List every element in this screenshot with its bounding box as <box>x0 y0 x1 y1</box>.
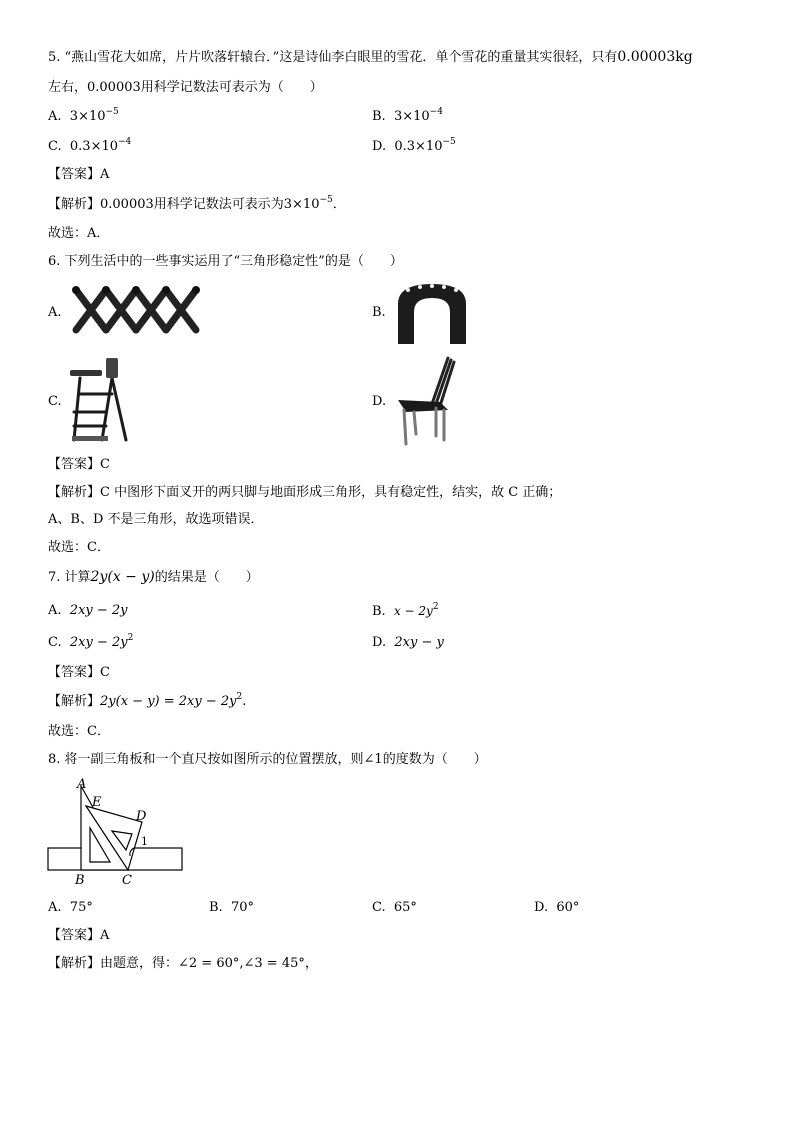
analysis-end: ． <box>332 197 346 212</box>
q5-answer: 【答案】A <box>48 167 110 182</box>
option-value: x − 2y <box>393 604 433 618</box>
q5-weight: 0.00003kg <box>617 49 693 65</box>
q7-option-d <box>372 634 444 652</box>
label-c: C <box>122 873 132 888</box>
analysis-text: 【解析】 <box>48 694 101 709</box>
analysis-end: ， <box>304 956 318 971</box>
label-a: A <box>77 777 87 792</box>
arch-gate-image <box>394 278 470 346</box>
q8-option-b <box>209 899 254 917</box>
chair-frame <box>74 378 126 440</box>
option-exponent: −5 <box>105 107 119 117</box>
analysis-exponent: 2 <box>236 692 243 702</box>
arch-body <box>398 284 466 344</box>
option-exponent: 2 <box>432 602 439 612</box>
q5-stem-line2: 左右，0.00003用科学记数法可表示为（ ） <box>48 80 323 95</box>
analysis-math: 2y(x − y) = 2xy − 2y <box>100 694 237 709</box>
option-label: A. <box>48 900 62 915</box>
option-value: 2xy − 2y <box>69 635 128 650</box>
label-e: E <box>92 795 102 810</box>
analysis-end: . <box>242 694 247 709</box>
q6-option-a-label: A. <box>48 305 62 320</box>
q6-stem: 6. 下列生活中的一些事实运用了“三角形稳定性”的是（ ） <box>48 254 403 269</box>
q8-option-c <box>372 899 417 917</box>
option-label: B. <box>209 900 223 915</box>
q7-option-c <box>48 634 133 652</box>
chair-back-slats <box>432 358 454 406</box>
q7-conclusion: 故选：C． <box>48 724 110 739</box>
option-label: A. <box>48 109 62 124</box>
q8-analysis <box>48 955 318 973</box>
lattice-pegs <box>72 286 200 294</box>
q7-option-a <box>48 602 128 620</box>
q6-answer: 【答案】C <box>48 457 110 472</box>
label-d: D <box>136 809 147 824</box>
option-label: B. <box>372 604 386 619</box>
option-label: D. <box>372 139 387 154</box>
q5-option-b <box>372 108 443 126</box>
chair-back <box>106 358 118 378</box>
q5-conclusion: 故选：A． <box>48 226 110 241</box>
option-value: 3×10 <box>393 109 430 124</box>
q8-geometry-figure <box>46 776 186 888</box>
option-value: 70° <box>230 900 254 915</box>
q6-option-d-label: D. <box>372 394 387 409</box>
option-value: 2xy − 2y <box>69 603 128 618</box>
option-label: A. <box>48 603 62 618</box>
coat-rack-image <box>70 280 210 340</box>
chair-tray <box>70 370 102 376</box>
analysis-text: 【解析】由题意，得： <box>48 956 179 971</box>
q7-analysis <box>48 693 246 711</box>
option-value: 3×10 <box>69 109 106 124</box>
analysis-exponent: −5 <box>319 195 333 205</box>
q8-option-a <box>48 899 93 917</box>
q8-stem: 8. 将一副三角板和一个直尺按如图所示的位置摆放，则∠1的度数为（ ） <box>48 752 487 767</box>
high-chair-image <box>66 356 140 444</box>
stem-text: 7. 计算 <box>48 570 91 585</box>
option-exponent: 2 <box>127 633 134 643</box>
option-value: 65° <box>393 900 417 915</box>
label-b: B <box>75 873 85 888</box>
q6-option-c-label: C. <box>48 394 62 409</box>
q7-answer: 【答案】C <box>48 665 110 680</box>
option-label: C. <box>48 139 62 154</box>
q7-stem <box>48 568 259 587</box>
option-exponent: −4 <box>429 107 443 117</box>
chair-legs <box>404 408 444 444</box>
lattice-bars <box>76 290 196 330</box>
q6-analysis-line2: A、B、D 不是三角形，故选项错误． <box>48 512 264 527</box>
option-label: C. <box>372 900 386 915</box>
stem-text: 的结果是（ ） <box>154 570 259 585</box>
option-label: D. <box>372 635 387 650</box>
chair-base <box>72 436 108 441</box>
q5-stem-text: 5. “燕山雪花大如席，片片吹落轩辕台．”这是诗仙李白眼里的雪花．单个雪花的重量其实很轻，只有 <box>48 50 618 65</box>
option-exponent: −5 <box>442 137 456 147</box>
option-value: 0.3×10 <box>69 139 118 154</box>
q5-option-c <box>48 138 131 156</box>
option-value: 75° <box>69 900 93 915</box>
q7-option-b <box>372 602 439 621</box>
option-value: 0.3×10 <box>394 139 443 154</box>
option-label: D. <box>534 900 549 915</box>
analysis-math: ∠2 = 60°,∠3 = 45° <box>178 956 305 971</box>
option-value: 2xy − y <box>394 635 444 650</box>
label-1: 1 <box>141 835 148 848</box>
q5-option-d <box>372 138 456 156</box>
option-value: 60° <box>556 900 580 915</box>
q6-option-b-label: B. <box>372 305 386 320</box>
q8-answer: 【答案】A <box>48 928 110 943</box>
chair-image <box>392 354 462 448</box>
q6-analysis-line1: 【解析】C 中图形下面叉开的两只脚与地面形成三角形，具有稳定性，结实，故 C 正确； <box>48 485 562 500</box>
q5-option-a <box>48 108 119 126</box>
q8-option-d <box>534 899 579 917</box>
option-exponent: −4 <box>118 137 132 147</box>
option-label: C. <box>48 635 62 650</box>
option-label: B. <box>372 109 386 124</box>
analysis-math: 3×10 <box>283 197 320 212</box>
q5-stem-line1 <box>48 48 693 67</box>
q5-analysis <box>48 196 346 214</box>
q6-conclusion: 故选：C． <box>48 540 110 555</box>
stem-math: 2y(x − y) <box>90 569 155 585</box>
analysis-text: 【解析】0.00003用科学记数法可表示为 <box>48 197 284 212</box>
